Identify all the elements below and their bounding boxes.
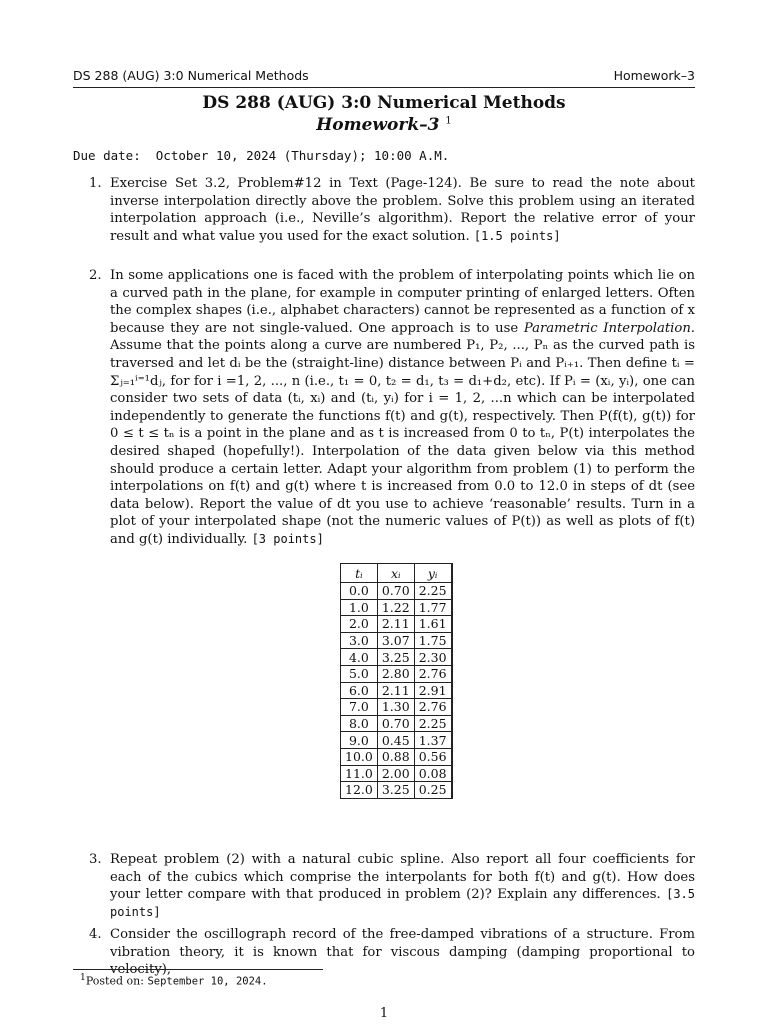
table-row bbox=[341, 682, 452, 699]
cell-y: 2.76 bbox=[414, 665, 451, 682]
problem-body bbox=[110, 175, 695, 245]
table-row bbox=[341, 765, 452, 782]
cell-y: 2.25 bbox=[414, 583, 451, 600]
cell-x: 0.88 bbox=[377, 748, 414, 765]
cell-y: 2.76 bbox=[414, 699, 451, 716]
table-header-t: tᵢ bbox=[341, 564, 378, 583]
cell-y: 0.08 bbox=[414, 765, 451, 782]
cell-t: 4.0 bbox=[341, 649, 378, 666]
problem-text-b: Assume that the points along a curve are numbered P₁, P₂, ..., Pₙ as the curved path is traversed and let dᵢ be the (straight-line) distance between Pᵢ and Pᵢ₊₁. Then define tᵢ = Σⱼ₌₁ⁱ⁼¹dⱼ, for for i =1, 2, ..., n (i.e., t₁ = 0, t₂ = d₁, t₃ = d₁+d₂, etc). If Pᵢ = (xᵢ, yᵢ), one can consider two sets of data (tᵢ, xᵢ) and (tᵢ, yᵢ) for i = 1, 2, ...n which can be interpolated independently to generate the functions f(t) and g(t), respectively. Then P(f(t), g(t)) for 0 ≤ t ≤ tₙ is a point in the plane and as t is increased from 0 to tₙ, P(t) interpolates the desired shaped (hopefully!). Interpolation of the data given below via this method should produce a certain letter. Adapt your algorithm from problem (1) to perform the interpolations on f(t) and g(t) where t is increased from 0.0 to 12.0 in steps of dt (see data below). Report the value of dt you use to achieve ‘reasonable’ results. Turn in a plot of your interpolated shape (not the numeric values of P(t)) as well as plots of f(t) and g(t) individually. bbox=[110, 338, 695, 547]
cell-t: 12.0 bbox=[341, 782, 378, 799]
table-row bbox=[341, 599, 452, 616]
table-body bbox=[341, 583, 452, 799]
cell-t: 6.0 bbox=[341, 682, 378, 699]
running-header bbox=[73, 68, 695, 86]
cell-t: 7.0 bbox=[341, 699, 378, 716]
cell-t: 11.0 bbox=[341, 765, 378, 782]
cell-y: 1.77 bbox=[414, 599, 451, 616]
header-course-title: DS 288 (AUG) 3:0 Numerical Methods bbox=[73, 68, 309, 83]
problem-italic-term: Parametric Interpolation. bbox=[523, 320, 696, 336]
cell-x: 2.00 bbox=[377, 765, 414, 782]
table-row bbox=[341, 583, 452, 600]
header-homework-label: Homework–3 bbox=[613, 68, 695, 83]
problem-body bbox=[110, 851, 695, 921]
cell-y: 2.30 bbox=[414, 649, 451, 666]
page-subtitle bbox=[0, 115, 768, 135]
problem-4 bbox=[89, 926, 695, 979]
cell-x: 2.11 bbox=[377, 682, 414, 699]
problem-3 bbox=[89, 851, 695, 921]
cell-y: 2.25 bbox=[414, 715, 451, 732]
footnote-label: Posted on: bbox=[85, 974, 148, 988]
cell-x: 3.07 bbox=[377, 632, 414, 649]
cell-t: 3.0 bbox=[341, 632, 378, 649]
header-rule bbox=[73, 87, 695, 88]
page-number: 1 bbox=[379, 1006, 389, 1021]
page-title: DS 288 (AUG) 3:0 Numerical Methods bbox=[202, 93, 566, 113]
problem-number: 4. bbox=[89, 927, 102, 942]
cell-y: 0.56 bbox=[414, 748, 451, 765]
table-row bbox=[341, 616, 452, 633]
footnote bbox=[80, 972, 268, 988]
cell-x: 0.45 bbox=[377, 732, 414, 749]
cell-x: 2.80 bbox=[377, 665, 414, 682]
due-date: Due date: October 10, 2024 (Thursday); 10:00 A.M. bbox=[73, 148, 450, 163]
problem-number: 3. bbox=[89, 852, 102, 867]
problem-number: 2. bbox=[89, 268, 102, 283]
problem-points: [1.5 points] bbox=[473, 228, 561, 243]
cell-y: 2.91 bbox=[414, 682, 451, 699]
cell-x: 1.22 bbox=[377, 599, 414, 616]
cell-y: 1.61 bbox=[414, 616, 451, 633]
table-row bbox=[341, 665, 452, 682]
table-row bbox=[341, 782, 452, 799]
problem-1 bbox=[89, 175, 695, 245]
footnote-number: 1 bbox=[80, 972, 86, 983]
problem-text: Consider the oscillograph record of the free-damped vibrations of a structure. From vibration theory, it is known that for viscous damping (damping proportional to velocity), bbox=[110, 927, 695, 978]
problem-2 bbox=[89, 267, 695, 549]
cell-x: 3.25 bbox=[377, 649, 414, 666]
problem-points: [3 points] bbox=[251, 531, 324, 546]
table-row bbox=[341, 732, 452, 749]
footnote-date: September 10, 2024. bbox=[147, 975, 268, 988]
table-header-row bbox=[341, 564, 452, 583]
cell-t: 10.0 bbox=[341, 748, 378, 765]
cell-y: 0.25 bbox=[414, 782, 451, 799]
table-header-x: xᵢ bbox=[377, 564, 414, 583]
table-row bbox=[341, 699, 452, 716]
table-row bbox=[341, 649, 452, 666]
problem-body bbox=[110, 267, 695, 549]
problem-text-a: In some applications one is faced with the problem of interpolating points which lie on a curved path in the plane, for example in computer printing of enlarged letters. Often the complex shapes (i.e., alphabet characters) cannot be represented as a function of x because they are not single-valued. One approach is to use bbox=[110, 268, 695, 336]
cell-t: 2.0 bbox=[341, 616, 378, 633]
cell-t: 5.0 bbox=[341, 665, 378, 682]
subtitle-text: Homework–3 bbox=[316, 115, 440, 135]
cell-y: 1.75 bbox=[414, 632, 451, 649]
footnote-mark: 1 bbox=[445, 115, 452, 127]
table-header-y: yᵢ bbox=[414, 564, 451, 583]
problem-points: [3.5 points] bbox=[110, 887, 695, 919]
cell-t: 0.0 bbox=[341, 583, 378, 600]
data-table bbox=[340, 563, 453, 799]
footnote-rule bbox=[73, 969, 323, 970]
table-row bbox=[341, 748, 452, 765]
problem-number: 1. bbox=[89, 176, 102, 191]
cell-x: 2.11 bbox=[377, 616, 414, 633]
cell-x: 0.70 bbox=[377, 583, 414, 600]
problem-text: Exercise Set 3.2, Problem#12 in Text (Page-124). Be sure to read the note about inverse interpolation directly above the problem. Solve this problem using an iterated interpolation approach (i.e., Neville’s algorithm). Report the relative error of your result and what value you used for the exact solution. bbox=[110, 176, 695, 244]
problem-body bbox=[110, 926, 695, 979]
cell-t: 9.0 bbox=[341, 732, 378, 749]
cell-t: 8.0 bbox=[341, 715, 378, 732]
cell-t: 1.0 bbox=[341, 599, 378, 616]
table-row bbox=[341, 715, 452, 732]
problem-text: Repeat problem (2) with a natural cubic spline. Also report all four coefficients for each of the cubics which comprise the interpolants for both f(t) and g(t). How does your letter compare with that produced in problem (2)? Explain any differences. bbox=[110, 852, 695, 903]
cell-y: 1.37 bbox=[414, 732, 451, 749]
cell-x: 0.70 bbox=[377, 715, 414, 732]
table-row bbox=[341, 632, 452, 649]
cell-x: 1.30 bbox=[377, 699, 414, 716]
cell-x: 3.25 bbox=[377, 782, 414, 799]
